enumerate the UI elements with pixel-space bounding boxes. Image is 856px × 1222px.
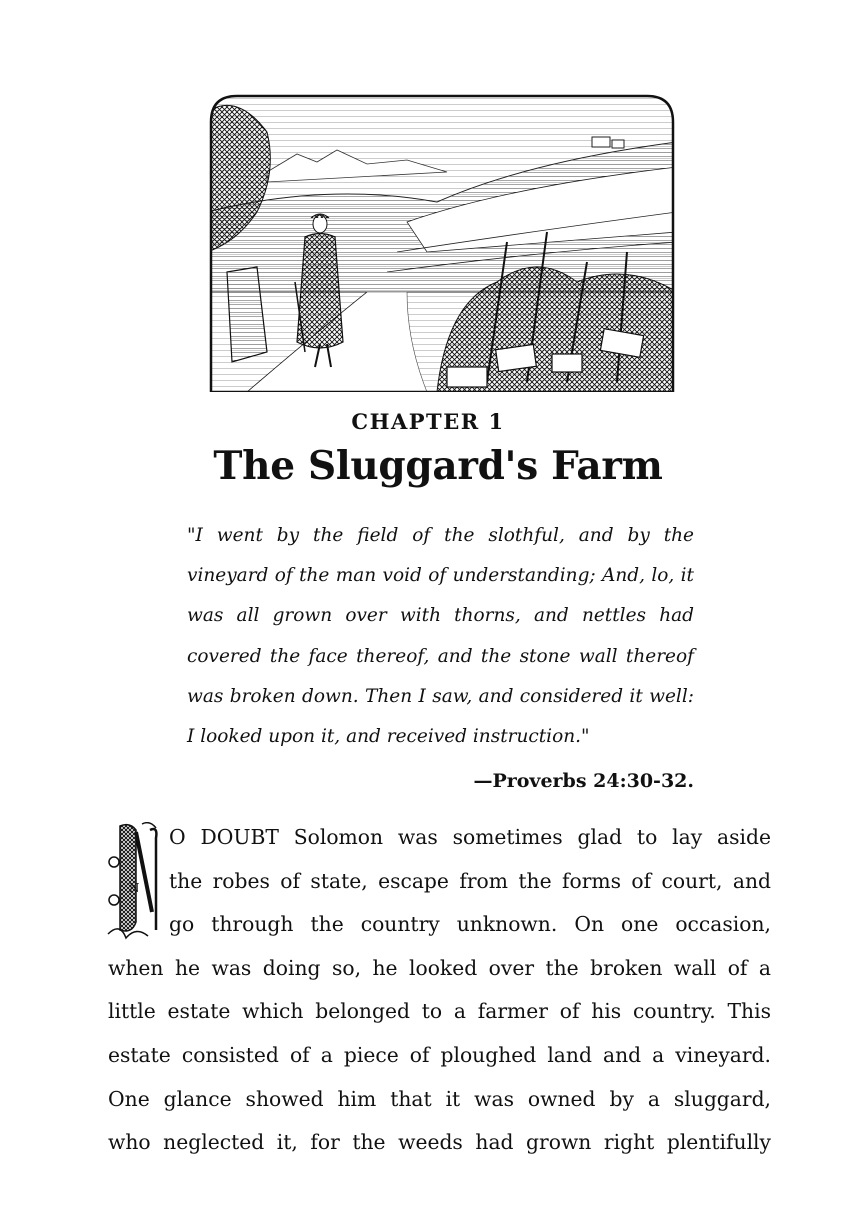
epigraph-quote: "I went by the field of the slothful, and by the vineyard of the man void of understanding; And, lo, it was all grown over with thorns, and nettles had covered the face thereof, and the stone wall thereof was broken down. Then I saw, and considered it well: I looked upon it, and received instruction." — [187, 525, 694, 748]
body-line: estate consisted of a piece of ploughed land and a vineyard. — [108, 1042, 771, 1067]
body-line: the robes of state, escape from the forms of court, and — [169, 868, 771, 893]
drop-cap-letter: N — [129, 881, 140, 895]
chapter-label: CHAPTER 1 — [351, 409, 505, 434]
body-paragraph — [108, 816, 771, 1165]
chapter-title: The Sluggard's Farm — [213, 443, 663, 489]
chapter-illustration — [207, 92, 677, 392]
epigraph-citation: —Proverbs 24:30-32. — [473, 770, 694, 792]
engraving-illustration — [207, 92, 677, 392]
body-line: One glance showed him that it was owned by a sluggard, — [108, 1086, 771, 1111]
body-line: O DOUBT Solomon was sometimes glad to lay aside — [169, 825, 771, 849]
body-line: go through the country unknown. On one occasion, — [169, 912, 771, 937]
body-line: little estate which belonged to a farmer of his country. This — [108, 999, 771, 1024]
body-line: when he was doing so, he looked over the broken wall of a — [108, 955, 771, 980]
body-line: who neglected it, for the weeds had grown right plentifully — [108, 1130, 771, 1155]
